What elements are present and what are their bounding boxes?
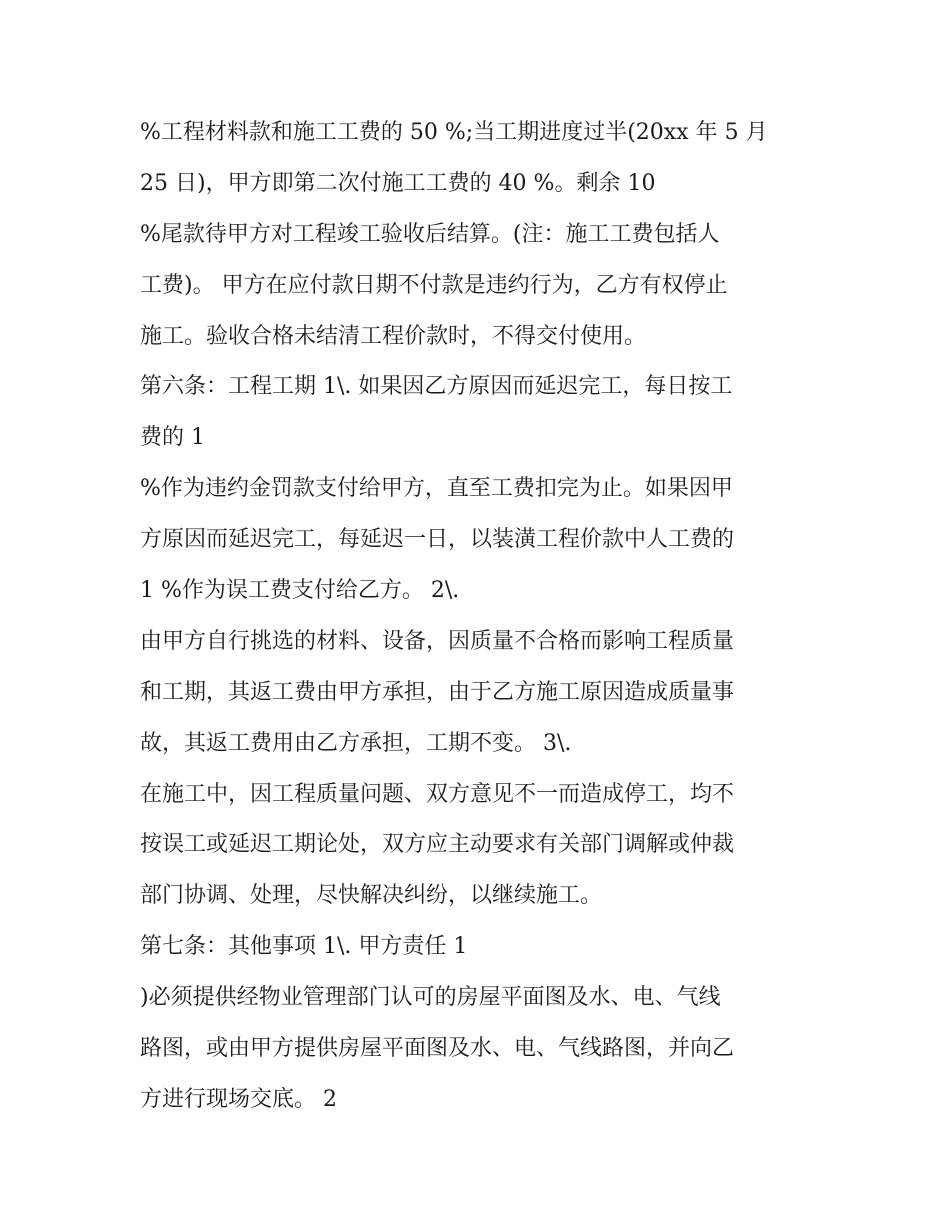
text-line: 部门协调、处理，尽快解决纠纷，以继续施工。: [140, 883, 603, 909]
article-7-heading-line: 第七条：其他事项 1\. 甲方责任 1: [140, 934, 468, 960]
text-line: 按误工或延迟工期论处，双方应主动要求有关部门调解或仲裁: [140, 832, 735, 858]
text-line: )必须提供经物业管理部门认可的房屋平面图及水、电、气线: [140, 985, 721, 1011]
text-line: 工费)。 甲方在应付款日期不付款是违约行为，乙方有权停止: [140, 272, 728, 298]
text-line: 施工。验收合格未结清工程价款时，不得交付使用。: [140, 323, 647, 349]
text-line: 路图，或由甲方提供房屋平面图及水、电、气线路图，并向乙: [140, 1036, 735, 1062]
text-line: 费的 1: [140, 425, 205, 451]
text-line: 和工期，其返工费由甲方承担，由于乙方施工原因造成质量事: [140, 679, 735, 705]
text-line: 在施工中，因工程质量问题、双方意见不一而造成停工，均不: [140, 781, 735, 807]
text-line: 由甲方自行挑选的材料、设备，因质量不合格而影响工程质量: [140, 628, 735, 654]
text-line: 故，其返工费用由乙方承担，工期不变。 3\.: [140, 730, 572, 756]
article-6-heading-line: 第六条：工程工期 1\. 如果因乙方原因而延迟完工，每日按工: [140, 374, 733, 400]
text-line: 1 %作为误工费支付给乙方。 2\.: [140, 578, 460, 604]
text-line: 方原因而延迟完工，每延迟一日，以装潢工程价款中人工费的: [140, 527, 735, 553]
text-line: %工程材料款和施工工费的 50 %;当工期进度过半(20xx 年 5 月: [140, 120, 768, 145]
contract-text: [140, 108, 830, 1126]
text-line: 25 日)，甲方即第二次付施工工费的 40 %。剩余 10: [140, 170, 656, 196]
text-line: 方进行现场交底。 2: [140, 1086, 337, 1112]
text-line: %尾款待甲方对工程竣工验收后结算。(注：施工工费包括人: [140, 221, 720, 247]
text-line: %作为违约金罚款支付给甲方，直至工费扣完为止。如果因甲: [140, 476, 733, 502]
